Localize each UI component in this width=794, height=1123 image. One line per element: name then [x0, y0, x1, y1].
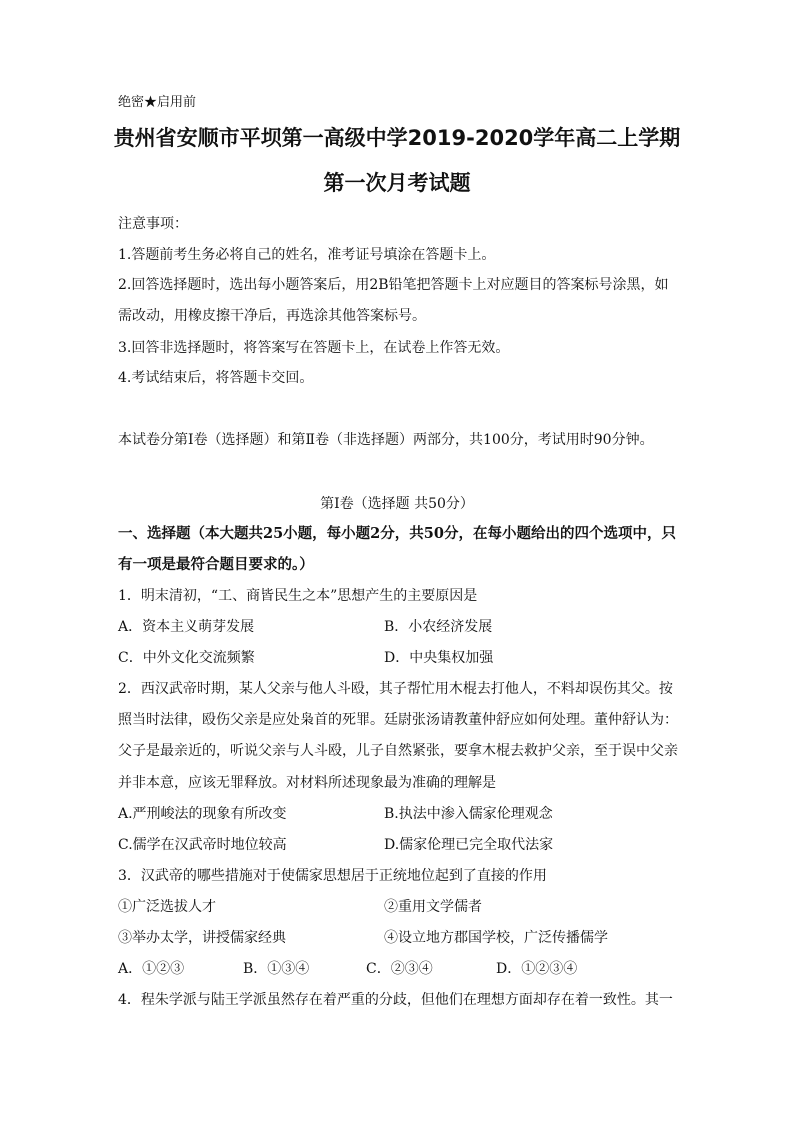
section1-instructions-line2: 有一项是最符合题目要求的。） [118, 556, 314, 573]
notes-item-2-line2: 需改动，用橡皮擦干净后，再选涂其他答案标号。 [118, 308, 426, 324]
part1-heading: 第Ⅰ卷（选择题 共50分） [320, 496, 474, 512]
notes-item-1: 1.答题前考生务必将自己的姓名，准考证号填涂在答题卡上。 [118, 247, 496, 263]
question-3-item-2: ②重用文学儒者 [384, 899, 482, 915]
question-3-item-4: ④设立地方郡国学校，广泛传播儒学 [384, 930, 608, 946]
question-3-option-b: B．①③④ [243, 961, 310, 977]
exam-title-line2: 第一次月考试题 [323, 171, 471, 195]
question-2-line3: 父子是最亲近的，听说父亲与人斗殴，儿子自然紧张，要拿木棍去救护父亲，至于误中父亲 [118, 743, 678, 759]
question-2-line1: 2．西汉武帝时期，某人父亲与他人斗殴，其子帮忙用木棍去打他人，不料却误伤其父。按 [118, 681, 673, 697]
question-2-option-d: D.儒家伦理已完全取代法家 [384, 837, 554, 853]
question-3-item-3: ③举办太学，讲授儒家经典 [118, 930, 286, 946]
notes-item-2-line1: 2.回答选择题时，选出每小题答案后，用2B铅笔把答题卡上对应题目的答案标号涂黑，如 [118, 277, 669, 293]
question-2-option-b: B.执法中渗入儒家伦理观念 [384, 806, 553, 822]
question-3-option-d: D．①②③④ [496, 961, 578, 977]
section1-instructions-line1: 一、选择题（本大题共25小题，每小题2分，共50分，在每小题给出的四个选项中，只 [118, 525, 676, 542]
exam-title-line1: 贵州省安顺市平坝第一高级中学2019-2020学年高二上学期 [113, 126, 681, 150]
question-3-item-1: ①广泛选拔人才 [118, 899, 216, 915]
question-2-line2: 照当时法律，殴伤父亲是应处枭首的死罪。廷尉张汤请教董仲舒应如何处理。董仲舒认为： [118, 712, 678, 728]
question-1-option-b: B．小农经济发展 [384, 619, 493, 635]
question-4-line1: 4．程朱学派与陆王学派虽然存在着严重的分歧，但他们在理想方面却存在着一致性。其一 [118, 992, 673, 1008]
question-3-option-c: C．②③④ [366, 961, 433, 977]
question-1-option-a: A．资本主义萌芽发展 [118, 619, 255, 635]
question-1-option-c: C．中外文化交流频繁 [118, 650, 255, 666]
question-1-option-d: D．中央集权加强 [384, 650, 494, 666]
secret-mark: 绝密★启用前 [118, 95, 197, 110]
notes-item-4: 4.考试结束后，将答题卡交回。 [118, 370, 314, 386]
question-3-option-a: A．①②③ [118, 961, 185, 977]
notes-item-3: 3.回答非选择题时，将答案写在答题卡上，在试卷上作答无效。 [118, 340, 510, 356]
notes-heading: 注意事项： [118, 216, 188, 232]
exam-intro: 本试卷分第Ⅰ卷（选择题）和第Ⅱ卷（非选择题）两部分，共100分，考试用时90分钟。 [118, 432, 654, 448]
question-3-stem: 3．汉武帝的哪些措施对于使儒家思想居于正统地位起到了直接的作用 [118, 868, 547, 884]
question-2-option-c: C.儒学在汉武帝时地位较高 [118, 837, 287, 853]
question-2-option-a: A.严刑峻法的现象有所改变 [118, 806, 287, 822]
question-2-line4: 并非本意，应该无罪释放。对材料所述现象最为准确的理解是 [118, 775, 496, 791]
question-1-stem: 1．明末清初，“工、商皆民生之本”思想产生的主要原因是 [118, 588, 478, 604]
